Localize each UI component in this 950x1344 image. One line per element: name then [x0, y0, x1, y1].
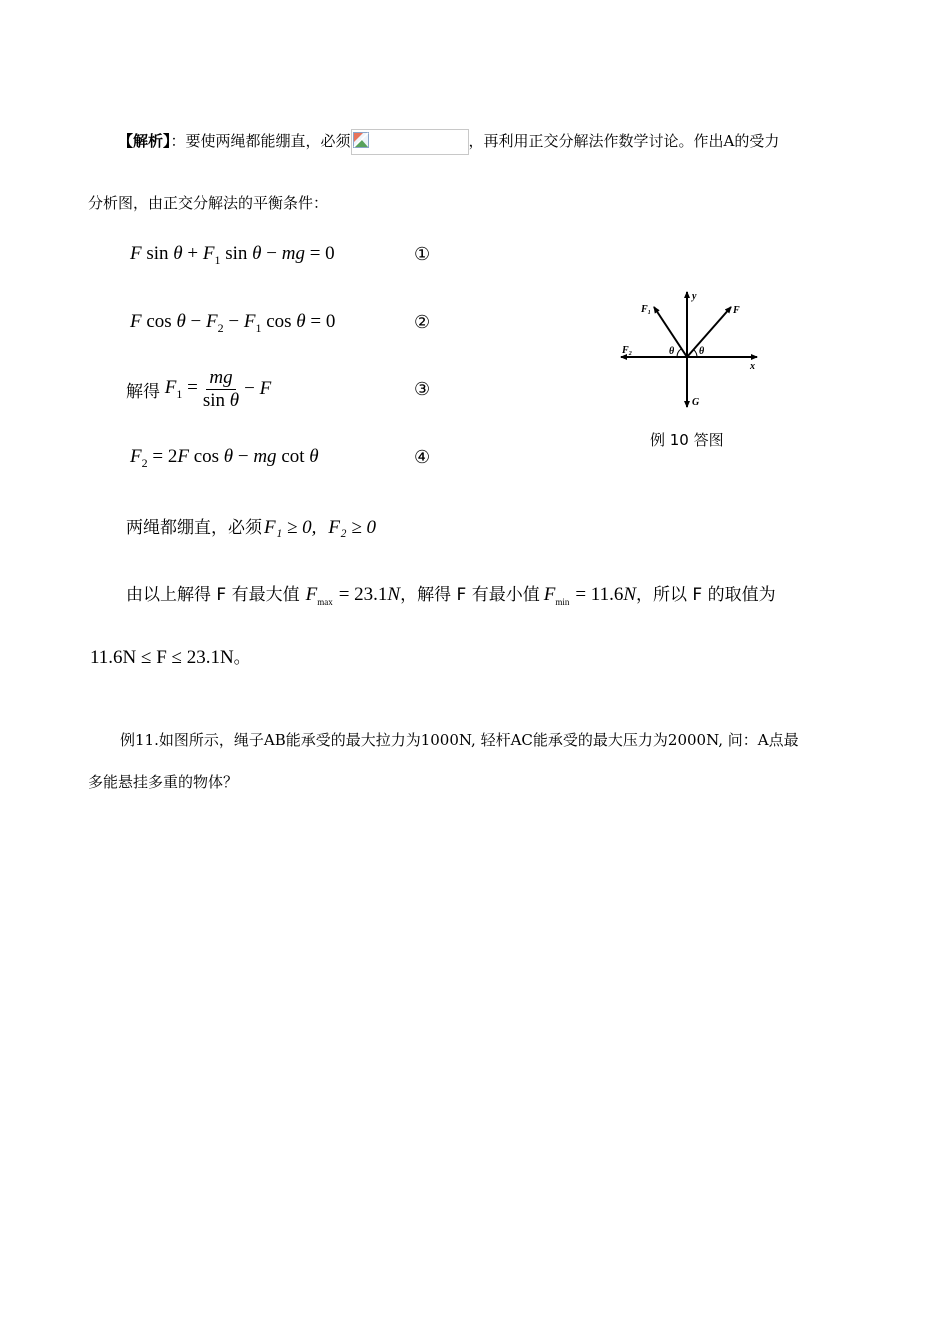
force-diagram [617, 287, 767, 417]
result-text-1: 由以上解得 F 有最大值 [126, 585, 300, 605]
analysis-line-2: 分析图，由正交分解法的平衡条件： [88, 194, 329, 212]
fmax-label: $F_{max}$ [305, 584, 333, 607]
equation-3: 解得 $F_1$ = $\frac{mg}{\text{sin θ}}$ − F [126, 367, 272, 411]
result-text-2: ，解得 F 有最小值 [400, 585, 540, 605]
label-g: G [692, 397, 700, 408]
conditions-line [126, 513, 376, 539]
fmax-unit: N [387, 584, 401, 605]
equation-1: F $\sin \theta + F_1$ sin θ − mg = 0 [130, 243, 335, 267]
label-f1: F₁ [641, 304, 652, 315]
conditions-text: 两绳都绷直，必须 [126, 518, 262, 538]
example11-line-1: 例11.如图所示，绳子AB能承受的最大拉力为1000N, 轻杆AC能承受的最大压力为2000N, 问：A点最 [120, 731, 799, 749]
example11-line-2: 多能悬挂多重的物体？ [88, 773, 239, 791]
theta-arc-left [677, 349, 681, 357]
equation-2: F $\cos \theta - F_2 - F_1$ cos θ = 0 [130, 311, 336, 335]
range-end: 。 [233, 648, 251, 668]
result-line [126, 580, 776, 607]
label-theta-left: θ [669, 346, 675, 357]
analysis-text-after: ，再利用正交分解法作数学讨论。作出A的受力 [468, 132, 780, 150]
f-arrow [687, 307, 731, 357]
equation-2-marker: ② [414, 312, 431, 333]
fmin-unit: N [623, 584, 637, 605]
label-theta-right: θ [699, 346, 705, 357]
label-x: x [750, 361, 755, 372]
fmax-value: = 23.1 [338, 584, 388, 605]
condition-f1: F₁ ≥ 0, [264, 517, 317, 538]
equation-1-marker: ① [414, 244, 431, 265]
figure-caption: 例 10 答图 [650, 431, 724, 449]
analysis-label: 【解析】 [118, 132, 171, 150]
label-y: y [692, 291, 697, 302]
theta-arc-right [694, 350, 697, 357]
broken-image-icon [353, 132, 369, 148]
condition-f2: F₂ ≥ 0 [328, 517, 377, 538]
range-line [90, 643, 251, 669]
equation-3-prefix: 解得 [126, 381, 160, 402]
label-f2: F₂ [622, 345, 633, 356]
broken-image-placeholder [351, 129, 469, 155]
range-expression: 11.6N ≤ F ≤ 23.1N [90, 647, 234, 668]
equation-4-marker: ④ [414, 447, 431, 468]
equation-4: $F_2 = 2F$ cos θ − mg cot θ [130, 446, 319, 470]
fmin-value: = 11.6 [575, 584, 624, 605]
analysis-text-before: ：要使两绳都能绷直，必须 [170, 132, 351, 150]
analysis-line-1 [118, 129, 779, 155]
result-text-3: ，所以 F 的取值为 [636, 585, 776, 605]
equation-3-marker: ③ [414, 379, 431, 400]
label-f: F [733, 305, 740, 316]
fmin-label: $F_{min}$ [543, 584, 570, 607]
